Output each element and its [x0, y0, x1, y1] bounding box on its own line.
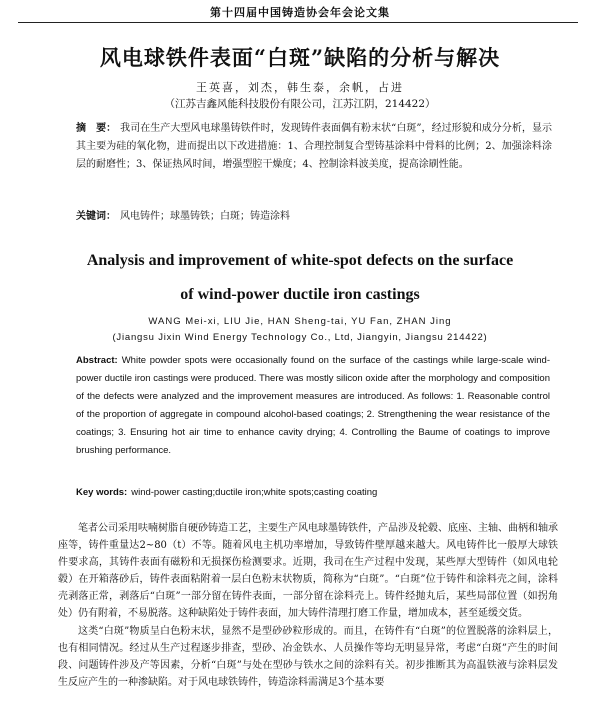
authors-cn: 王英喜，刘杰，韩生泰，余帆，占进: [196, 81, 404, 94]
affiliation-en: (Jiangsu Jixin Wind Energy Technology Co., Ltd, Jiangyin, Jiangsu 214422): [112, 332, 488, 343]
abstract-en-text: White powder spots were occasionally found on the surface of the castings while large-scale wind-power ductile iron castings were produced. There was mostly silicon oxide after the morphology and composition of the defects were analyzed and the improvement measures are introduced. As follows: 1. Reasonable control of the proportion of aggregate in compound alcohol-based coatings; 2. Strengthening the wear resistance of the coatings; 3. Ensuring hot air time to enhance cavity drying; 4. Controlling the Baume of coatings to improve brushing performance.: [76, 355, 550, 456]
authors-en: WANG Mei-xi, LIU Jie, HAN Sheng-tai, YU Fan, ZHAN Jing: [148, 316, 452, 327]
paper-title-en: [0, 244, 600, 312]
body-paragraph-2: 这类“白斑”物质呈白色粉末状，显然不是型砂砂粒形成的。而且，在铸件有“白斑”的位置脱落的涂料层上，也有相同情况。经过从生产过程逐步排查，型砂、冶金铁水、人员操作等均无明显异常，考虑“白斑”产生的时间段、问题铸件涉及产等因素，分析“白斑”与处在型砂与铁水之间的涂料有关。初步推断其为高温铁液与涂料层发生反应产生的一种渗缺陷。对于风电球铁铸件，铸造涂料需满足3个基本要: [58, 626, 558, 688]
keywords-cn: [76, 207, 552, 222]
body-paragraph-1: 笔者公司采用呋喃树脂自硬砂铸造工艺，主要生产风电球墨铸铁件，产品涉及轮毂、底座、主轴、曲柄和轴承座等，铸件重量达2~80（t）不等。随着风电主机功率增加，导致铸件壁厚越来越大。风电铸件比一般厚大球铁件要求高，其铸件表面有磁粉和无损探伤检测要求。近期，我司在生产过程中发现，某些厚大型铸件（如风电轮毂）在开箱落砂后，铸件表面粘附着一层白色粉末状物质，简称为“白斑”。“白斑”位于铸件和涂料壳之间，涂料壳剥落正常，剥落后“白斑”一部分留在铸件表面，一部分留在涂料壳上。铸件经抛丸后，某些局部位置（如拐角处）仍有附着，不易脱落。这种缺陷处于铸件表面，加大铸件清理打磨工作量，增加成本，甚至延缓交货。: [58, 523, 558, 619]
affiliation-cn: （江苏吉鑫风能科技股份有限公司，江苏江阴，214422）: [164, 98, 436, 110]
abstract-cn-text: 我司在生产大型风电球墨铸铁件时，发现铸件表面偶有粉末状“白斑”，经过形貌和成分分析，显示其主要为硅的氧化物，进而提出以下改进措施：1、合理控制复合型铸基涂料中骨料的比例；2、加强涂料涂层的耐磨性；3、保证热风时间，增强型腔干燥度；4、控制涂料波美度，提高涂刷性能。: [76, 123, 552, 170]
running-head: 第十四届中国铸造协会年会论文集: [210, 6, 390, 19]
header-rule: [18, 22, 578, 23]
keywords-en-text: wind-power casting;ductile iron;white spots;casting coating: [131, 487, 378, 498]
keywords-en: [76, 487, 556, 498]
keywords-cn-text: 风电铸件；球墨铸铁；白斑；铸造涂料: [120, 211, 290, 222]
abstract-en-label: Abstract:: [76, 355, 118, 366]
keywords-en-label: Key words:: [76, 487, 128, 498]
paper-title-en-line-1: Analysis and improvement of white-spot defects on the surface: [86, 252, 514, 269]
paper-title-en-line-2: of wind-power ductile iron castings: [180, 286, 420, 303]
abstract-en: [76, 352, 550, 460]
abstract-cn-label: 摘 要：: [76, 123, 117, 134]
abstract-cn: [76, 120, 552, 174]
keywords-cn-label: 关键词：: [76, 211, 116, 222]
body-text: [58, 520, 558, 692]
paper-title-cn: 风电球铁件表面“白斑”缺陷的分析与解决: [99, 45, 501, 70]
